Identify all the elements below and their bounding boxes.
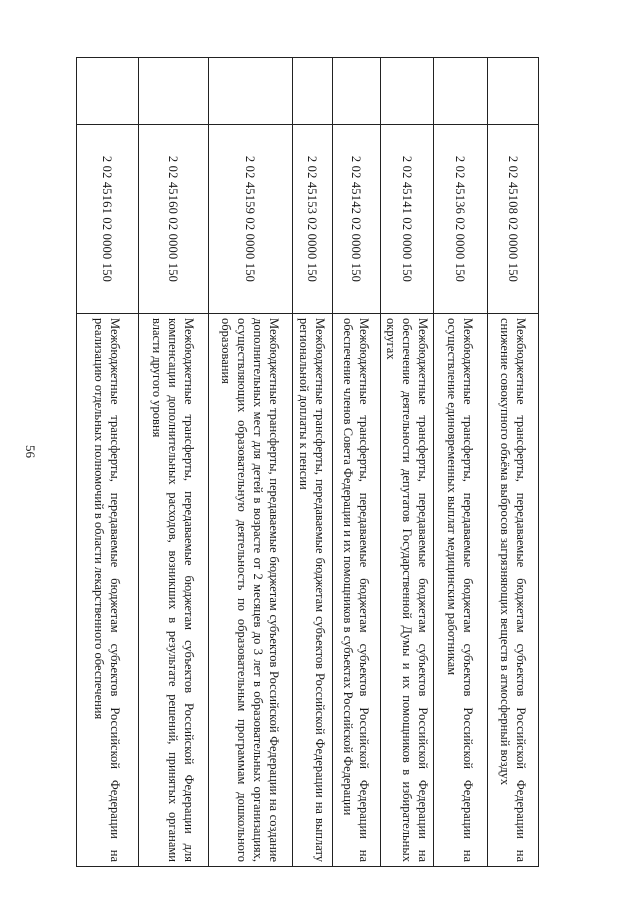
table-row <box>434 58 488 867</box>
budget-code: 2 02 45159 02 0000 150 <box>209 125 293 314</box>
empty-cell <box>434 58 488 125</box>
row-description: Межбюджетные трансферты, передаваемые бюджетам субъектов Российской Федерации на обеспечение членов Совета Федерации и их помощников в субъектах Российской Федерации <box>333 314 381 867</box>
empty-cell <box>77 58 139 125</box>
empty-cell <box>488 58 539 125</box>
budget-code: 2 02 45160 02 0000 150 <box>139 125 209 314</box>
budget-code: 2 02 45153 02 0000 150 <box>293 125 333 314</box>
row-description: Межбюджетные трансферты, передаваемые бюджетам субъектов Российской Федерации для компенсации дополнительных расходов, возникших в результате решений, принятых органами власти другого уровня <box>139 314 209 867</box>
budget-code: 2 02 45141 02 0000 150 <box>381 125 434 314</box>
empty-cell <box>293 58 333 125</box>
empty-cell <box>209 58 293 125</box>
row-description: Межбюджетные трансферты, передаваемые бюджетам субъектов Российской Федерации на обеспечение деятельности депутатов Государственной Думы и их помощников в избирательных округах <box>381 314 434 867</box>
table-row <box>381 58 434 867</box>
table-row <box>293 58 333 867</box>
budget-code: 2 02 45136 02 0000 150 <box>434 125 488 314</box>
row-description: Межбюджетные трансферты, передаваемые бюджетам субъектов Российской Федерации на выплату региональной доплаты к пенсии <box>293 314 333 867</box>
table-row <box>209 58 293 867</box>
empty-cell <box>139 58 209 125</box>
row-description: Межбюджетные трансферты, передаваемые бюджетам субъектов Российской Федерации на создание дополнительных мест для детей в возрасте от 2 месяцев до 3 лет в образовательных организациях, осуществляющих образовательную деятельность по образовательным программам дошкольного образования <box>209 314 293 867</box>
table-row <box>139 58 209 867</box>
budget-code: 2 02 45161 02 0000 150 <box>77 125 139 314</box>
page-number: 56 <box>23 445 38 458</box>
row-description: Межбюджетные трансферты, передаваемые бюджетам субъектов Российской Федерации на осуществление единовременных выплат медицинским работникам <box>434 314 488 867</box>
row-description: Межбюджетные трансферты, передаваемые бюджетам субъектов Российской Федерации на реализацию отдельных полномочий в области лекарственного обеспечения <box>77 314 139 867</box>
row-description: Межбюджетные трансферты, передаваемые бюджетам субъектов Российской Федерации на снижение совокупного объёма выбросов загрязняющих веществ в атмосферный воздух <box>488 314 539 867</box>
budget-code: 2 02 45142 02 0000 150 <box>333 125 381 314</box>
budget-codes-table <box>79 57 539 867</box>
table-row <box>488 58 539 867</box>
table-row <box>333 58 381 867</box>
table-row <box>77 58 139 867</box>
empty-cell <box>333 58 381 125</box>
budget-code: 2 02 45108 02 0000 150 <box>488 125 539 314</box>
empty-cell <box>381 58 434 125</box>
